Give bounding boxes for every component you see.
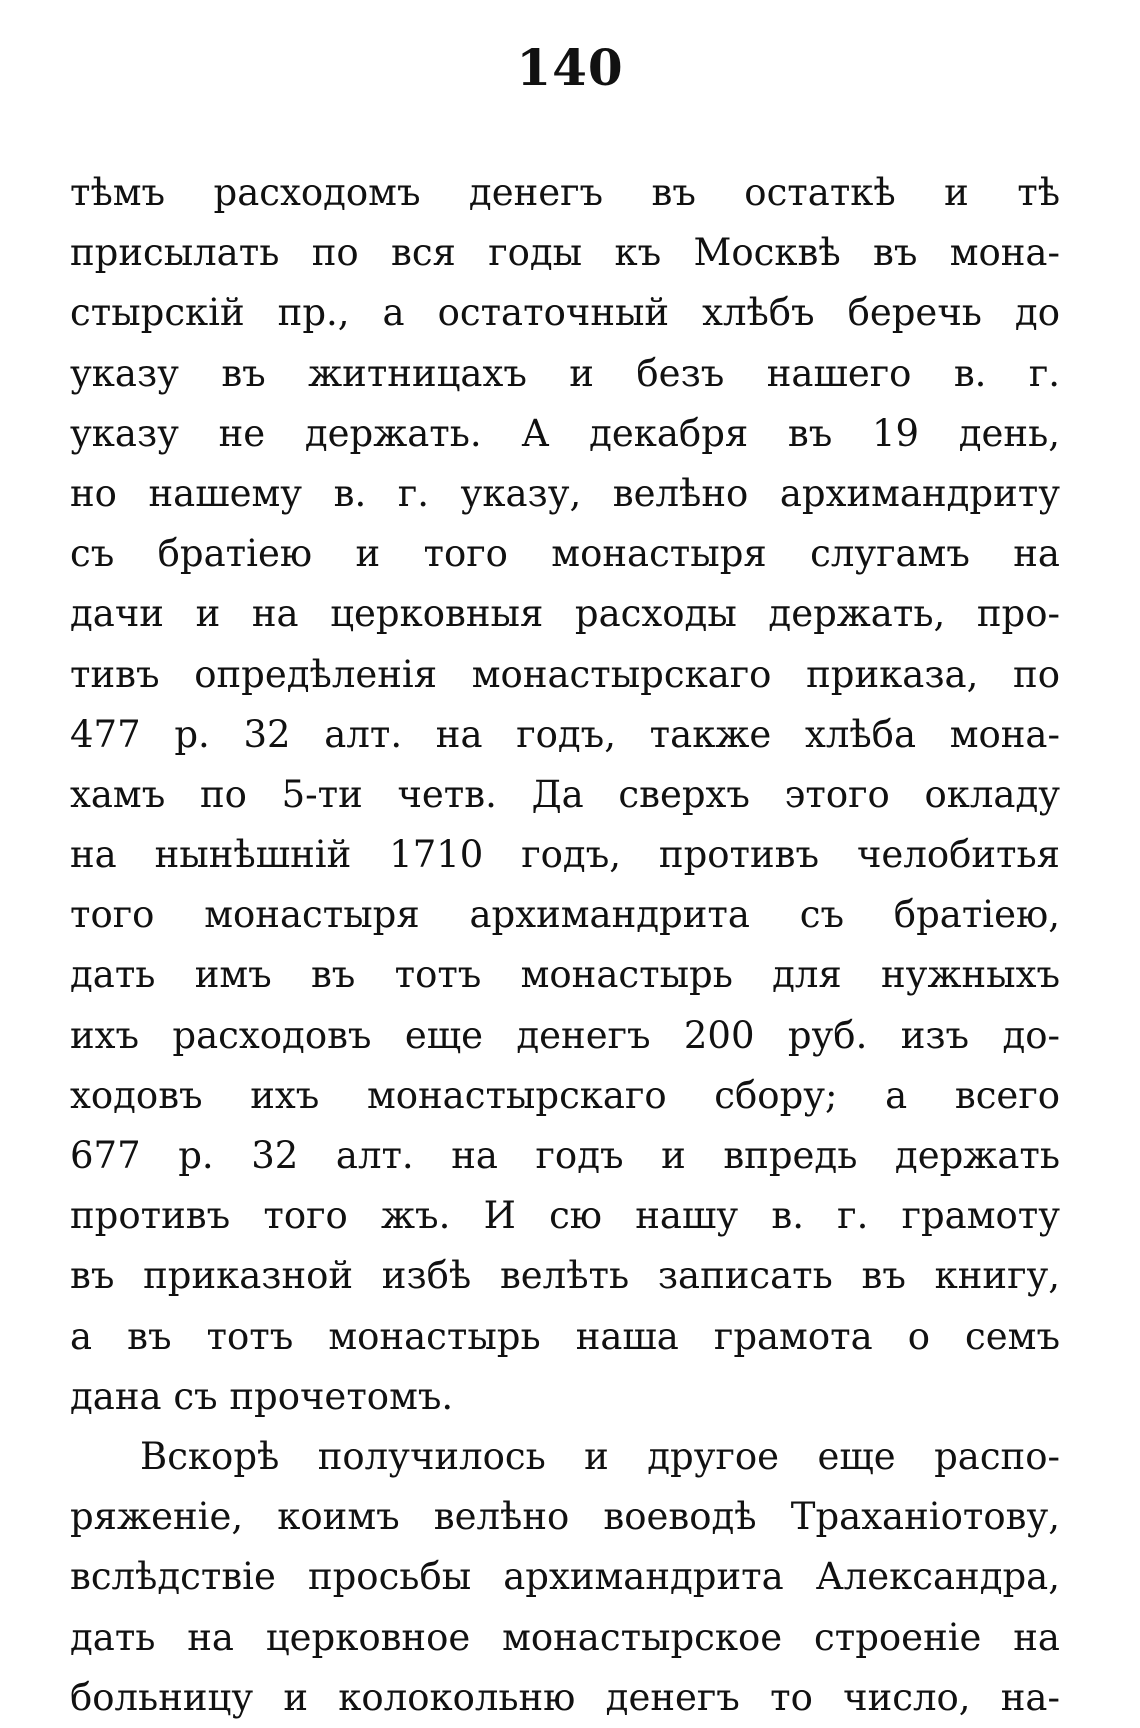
page-number: 140 — [516, 38, 624, 97]
text-line: 677 р. 32 алт. на годъ и впредь держать — [70, 1134, 1060, 1177]
text-line: больницу и колокольню денегъ то число, на- — [70, 1675, 1060, 1719]
text-line: стырскій пр., а остаточный хлѣбъ беречь до — [70, 291, 1060, 335]
text-line: хамъ по 5-ти четв. Да сверхъ этого окладу — [70, 772, 1060, 816]
text-line: указу въ житницахъ и безъ нашего в. г. — [70, 351, 1060, 395]
text-line: дана съ прочетомъ. — [70, 1374, 454, 1418]
text-line: тѣмъ расходомъ денегъ въ остаткѣ и тѣ — [70, 171, 1060, 214]
text-line: тивъ опредѣленія монастырскаго приказа, по — [70, 652, 1060, 696]
text-line: ряженіе, коимъ велѣно воеводѣ Траханіотову, — [70, 1495, 1060, 1539]
text-line: Вскорѣ получилось и другое еще распо- — [140, 1434, 1060, 1478]
text-line: а въ тотъ монастырь наша грамота о семъ — [70, 1314, 1060, 1358]
text-line: присылать по вся годы къ Москвѣ въ мона- — [70, 231, 1060, 275]
body-text — [70, 163, 1060, 1728]
text-line: но нашему в. г. указу, велѣно архимандриту — [70, 471, 1060, 515]
text-line: на нынѣшній 1710 годъ, противъ челобитья — [70, 833, 1060, 877]
text-line: въ приказной избѣ велѣть записать въ книгу, — [70, 1254, 1060, 1298]
text-line: 477 р. 32 алт. на годъ, также хлѣба мона- — [70, 712, 1060, 756]
text-line: ихъ расходовъ еще денегъ 200 руб. изъ до- — [70, 1013, 1060, 1057]
text-line: съ братіею и того монастыря слугамъ на — [70, 532, 1060, 576]
text-line: того монастыря архимандрита съ братіею, — [70, 893, 1060, 937]
text-line: указу не держать. А декабря въ 19 день, — [70, 411, 1060, 455]
text-line: дать на церковное монастырское строеніе на — [70, 1615, 1060, 1659]
text-line: вслѣдствіе просьбы архимандрита Александра, — [70, 1555, 1060, 1599]
text-line: противъ того жъ. И сю нашу в. г. грамоту — [70, 1194, 1060, 1238]
text-line: дачи и на церковныя расходы держать, про- — [70, 592, 1060, 636]
text-line: ходовъ ихъ монастырскаго сбору; а всего — [70, 1073, 1060, 1117]
text-line: дать имъ въ тотъ монастырь для нужныхъ — [70, 953, 1060, 997]
